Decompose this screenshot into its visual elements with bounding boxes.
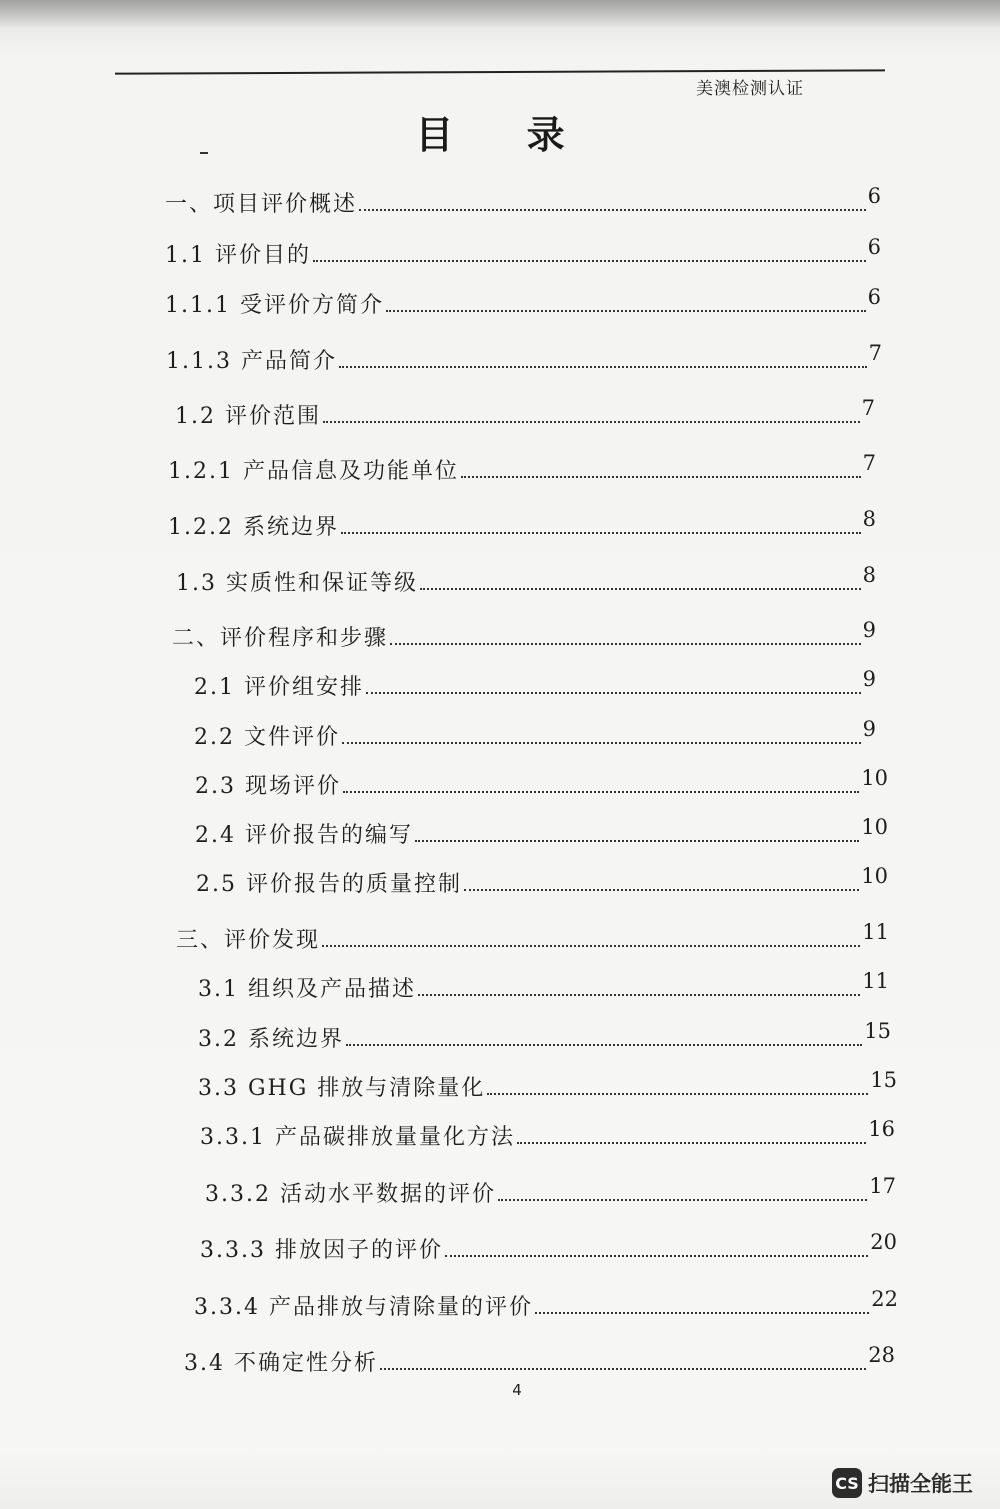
toc-leader-dots bbox=[420, 587, 861, 590]
toc-entry-page: 6 bbox=[867, 235, 881, 259]
toc-leader-dots bbox=[445, 1254, 868, 1257]
toc-entry-label: 二、评价程序和步骤 bbox=[172, 626, 389, 651]
toc-entry-label: 1.2 评价范围 bbox=[175, 404, 321, 429]
toc-entry[interactable] bbox=[198, 971, 889, 1003]
page-title: 目 录 bbox=[415, 113, 595, 157]
toc-entry-label: 3.3.4 产品排放与清除量的评价 bbox=[194, 1295, 533, 1320]
toc-entry-page: 10 bbox=[861, 766, 888, 790]
toc-entry-page: 10 bbox=[861, 815, 888, 839]
toc-entry-page: 9 bbox=[862, 667, 876, 691]
toc-entry-label: 1.1 评价目的 bbox=[165, 243, 311, 268]
toc-entry-page: 9 bbox=[862, 717, 876, 741]
toc-leader-dots bbox=[342, 741, 861, 744]
toc-leader-dots bbox=[366, 691, 861, 694]
toc-entry-page: 11 bbox=[862, 969, 889, 993]
toc-entry[interactable] bbox=[194, 719, 876, 751]
toc-entry-page: 28 bbox=[868, 1343, 895, 1367]
toc-leader-dots bbox=[339, 365, 867, 368]
toc-entry[interactable] bbox=[165, 287, 881, 319]
toc-entry-label: 1.3 实质性和保证等级 bbox=[176, 571, 418, 596]
toc-entry-label: 1.2.1 产品信息及功能单位 bbox=[168, 459, 459, 484]
toc-entry-label: 2.1 评价组安排 bbox=[194, 675, 364, 700]
toc-leader-dots bbox=[322, 944, 860, 947]
header-company: 美澳检测认证 bbox=[696, 79, 804, 99]
toc-entry-label: 一、项目评价概述 bbox=[165, 192, 358, 217]
toc-entry[interactable] bbox=[166, 343, 882, 375]
toc-entry-label: 2.2 文件评价 bbox=[194, 725, 340, 750]
toc-entry-page: 8 bbox=[862, 563, 876, 587]
toc-entry-label: 3.3.3 排放因子的评价 bbox=[200, 1238, 443, 1263]
toc-entry-page: 7 bbox=[868, 341, 882, 365]
toc-leader-dots bbox=[517, 1141, 866, 1144]
toc-entry-page: 15 bbox=[870, 1068, 897, 1092]
toc-entry[interactable] bbox=[195, 768, 888, 800]
toc-leader-dots bbox=[313, 259, 866, 262]
toc-entry-page: 15 bbox=[864, 1019, 891, 1043]
toc-entry-page: 7 bbox=[861, 396, 875, 420]
toc-entry-label: 3.1 组织及产品描述 bbox=[198, 977, 416, 1002]
toc-entry[interactable] bbox=[194, 669, 876, 701]
toc-entry-label: 三、评价发现 bbox=[176, 928, 321, 953]
toc-entry[interactable] bbox=[176, 922, 889, 954]
toc-entry[interactable] bbox=[198, 1021, 891, 1053]
toc-entry[interactable] bbox=[196, 866, 888, 898]
toc-entry[interactable] bbox=[184, 1345, 895, 1377]
toc-entry-page: 7 bbox=[862, 451, 876, 475]
toc-leader-dots bbox=[415, 839, 859, 842]
toc-leader-dots bbox=[464, 888, 859, 891]
toc-leader-dots bbox=[498, 1198, 867, 1201]
toc-entry-label: 2.4 评价报告的编写 bbox=[195, 823, 413, 848]
toc-entry[interactable] bbox=[198, 1070, 897, 1102]
toc-entry-label: 1.1.3 产品简介 bbox=[166, 349, 337, 374]
toc-entry[interactable] bbox=[200, 1232, 897, 1264]
toc-leader-dots bbox=[359, 208, 866, 211]
watermark-text: 扫描全能王 bbox=[868, 1472, 973, 1496]
toc-leader-dots bbox=[323, 420, 860, 423]
toc-entry-page: 8 bbox=[862, 507, 876, 531]
toc-entry-label: 2.5 评价报告的质量控制 bbox=[196, 872, 462, 897]
toc-entry[interactable] bbox=[165, 186, 881, 218]
toc-entry[interactable] bbox=[194, 1289, 898, 1321]
toc-entry-page: 20 bbox=[870, 1230, 897, 1254]
page-number: 4 bbox=[512, 1381, 522, 1399]
toc-entry[interactable] bbox=[200, 1119, 895, 1151]
toc-leader-dots bbox=[380, 1367, 866, 1370]
toc-leader-dots bbox=[418, 993, 860, 996]
toc-entry-page: 22 bbox=[871, 1287, 898, 1311]
toc-entry[interactable] bbox=[176, 565, 876, 597]
toc-entry-label: 3.3 GHG 排放与清除量化 bbox=[198, 1076, 486, 1101]
toc-entry-label: 3.4 不确定性分析 bbox=[184, 1351, 378, 1376]
toc-entry-label: 3.3.2 活动水平数据的评价 bbox=[205, 1182, 496, 1207]
toc-leader-dots bbox=[535, 1311, 869, 1314]
toc-entry[interactable] bbox=[168, 453, 876, 485]
toc-leader-dots bbox=[390, 642, 861, 645]
toc-leader-dots bbox=[341, 531, 861, 534]
toc-entry-page: 11 bbox=[862, 920, 889, 944]
toc-entry-page: 9 bbox=[862, 618, 876, 642]
toc-entry-label: 3.2 系统边界 bbox=[198, 1027, 344, 1052]
toc-entry-page: 17 bbox=[869, 1174, 896, 1198]
toc-entry[interactable] bbox=[165, 237, 881, 269]
toc-entry[interactable] bbox=[195, 817, 888, 849]
toc-entry-label: 1.1.1 受评价方简介 bbox=[165, 293, 384, 318]
toc-leader-dots bbox=[386, 309, 866, 312]
toc-leader-dots bbox=[487, 1092, 868, 1095]
scanner-watermark bbox=[832, 1468, 973, 1498]
toc-leader-dots bbox=[343, 790, 859, 793]
toc-entry[interactable] bbox=[168, 509, 876, 541]
toc-entry-label: 1.2.2 系统边界 bbox=[168, 515, 339, 540]
toc-entry-label: 2.3 现场评价 bbox=[195, 774, 341, 799]
toc-entry-page: 6 bbox=[867, 184, 881, 208]
toc-entry-label: 3.3.1 产品碳排放量量化方法 bbox=[200, 1125, 515, 1150]
toc-entry-page: 10 bbox=[861, 864, 888, 888]
toc-leader-dots bbox=[346, 1043, 862, 1046]
toc-entry[interactable] bbox=[175, 398, 875, 430]
toc-entry-page: 6 bbox=[867, 285, 881, 309]
toc-leader-dots bbox=[461, 475, 861, 478]
toc-entry[interactable] bbox=[205, 1176, 896, 1208]
toc-entry-page: 16 bbox=[868, 1117, 895, 1141]
toc-entry[interactable] bbox=[172, 620, 876, 652]
camscanner-logo-icon: CS bbox=[832, 1468, 862, 1498]
